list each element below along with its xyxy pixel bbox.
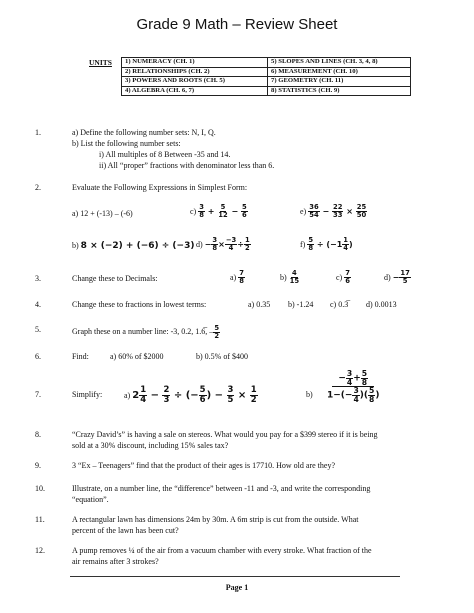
q3-part-c xyxy=(336,270,351,285)
units-label: UNITS xyxy=(89,58,112,67)
q3-part-b xyxy=(280,270,300,285)
question-number: 4. xyxy=(35,300,41,309)
units-row xyxy=(122,77,411,87)
math-expression: $\frac{3}{8}$ + $\frac{5}{12}$ − $\frac{5}{6}$ xyxy=(199,203,247,219)
q1-part-b: b) List the following number sets: xyxy=(72,139,181,148)
question-number: 11. xyxy=(35,515,45,524)
q1-part-a: a) Define the following number sets: N, I, Q. xyxy=(72,128,216,137)
unit-cell: 6) MEASUREMENT (CH. 10) xyxy=(268,67,411,77)
q2-part-e xyxy=(300,204,367,219)
q4-part-a: a) 0.35 xyxy=(248,300,271,309)
math-expression: − $\frac{3}{4}$ + $\frac{5}{8}$ 1−(− $\frac{3}{4}$ )( $\frac{5}{8}$ ) xyxy=(327,369,380,404)
q2-text: Evaluate the Following Expressions in Simplest Form: xyxy=(72,183,248,192)
q1-part-b-ii: ii) All “proper” fractions with denominator less than 6. xyxy=(99,161,275,170)
part-label: c) xyxy=(190,206,197,216)
footer-divider xyxy=(70,576,400,577)
q2-part-c xyxy=(190,204,248,219)
part-label: e) xyxy=(300,206,307,216)
math-expression: $\frac{4}{15}$ xyxy=(289,269,300,285)
math-expression: − $\frac{17}{5}$ xyxy=(392,269,410,285)
q8-line-2: sold at a 30% discount, including 15% sales tax? xyxy=(72,441,229,450)
q2-part-b xyxy=(72,241,194,251)
part-label: f) xyxy=(300,239,306,249)
q12-line-1: A pump removes ¼ of the air from a vacuum chamber with every stroke. What fraction of the xyxy=(72,546,372,555)
part-label: c) xyxy=(336,272,343,282)
question-number: 2. xyxy=(35,183,41,192)
question-number: 10. xyxy=(35,484,45,493)
q4-part-d: d) 0.0013 xyxy=(366,300,397,309)
part-label: d) xyxy=(384,272,391,282)
q7-text: Simplify: xyxy=(72,390,103,399)
q9-line-1: 3 “Ex – Teenagers” find that the product of their ages is 17710. How old are they? xyxy=(72,461,335,470)
q3-part-a xyxy=(230,270,245,285)
q6-part-b: b) 0.5% of $400 xyxy=(196,352,248,361)
part-label: a) xyxy=(124,391,131,400)
q11-line-2: percent of the lawn has been cut? xyxy=(72,526,179,535)
math-expression: $\frac{7}{8}$ xyxy=(239,269,244,285)
part-label: d) xyxy=(196,239,203,249)
unit-cell: 4) ALGEBRA (CH. 6, 7) xyxy=(122,86,268,96)
math-expression: $\frac{7}{6}$ xyxy=(345,269,350,285)
math-expression: $\frac{5}{2}$ xyxy=(214,324,220,340)
q1-part-b-i: i) All multiples of 8 Between -35 and 14. xyxy=(99,150,231,159)
q7-part-b-label: b) xyxy=(306,390,313,399)
units-table xyxy=(121,57,411,96)
q10-line-2: “equation”. xyxy=(72,495,109,504)
math-expression: 8 × (−2) + (−6) ÷ (−3) xyxy=(80,241,195,251)
q7-part-b xyxy=(326,370,380,404)
unit-cell: 3) POWERS AND ROOTS (CH. 5) xyxy=(122,77,268,87)
part-label: b) xyxy=(280,272,287,282)
page-title: Grade 9 Math – Review Sheet xyxy=(136,16,338,33)
math-expression: 2 $\frac{1}{4}$ − $\frac{2}{3}$ ÷ (− $\frac{5}{6}$ ) − $\frac{3}{5}$ × $\frac{1}{2}$ xyxy=(132,385,257,405)
unit-cell: 5) SLOPES AND LINES (CH. 3, 4, 8) xyxy=(268,58,411,68)
math-expression: $\frac{36}{54}$ − $\frac{22}{33}$ × $\frac{25}{50}$ xyxy=(309,203,367,219)
question-number: 7. xyxy=(35,390,41,399)
question-number: 1. xyxy=(35,128,41,137)
unit-cell: 2) RELATIONSHIPS (CH. 2) xyxy=(122,67,268,77)
question-number: 3. xyxy=(35,274,41,283)
q5-text-main: Graph these on a number line: -3, 0.2, 1.6̅, – xyxy=(72,327,214,337)
q11-line-1: A rectangular lawn has dimensions 24m by 30m. A 6m strip is cut from the outside. What xyxy=(72,515,359,524)
part-label: b) xyxy=(72,241,79,250)
q2-part-a: a) 12 + (-13) – (-6) xyxy=(72,209,133,218)
unit-cell: 8) STATISTICS (CH. 9) xyxy=(268,86,411,96)
question-number: 6. xyxy=(35,352,41,361)
units-row xyxy=(122,67,411,77)
part-label: a) xyxy=(230,272,237,282)
q12-line-2: air remains after 3 strokes? xyxy=(72,557,159,566)
q4-part-c: c) 0.3̅ xyxy=(330,300,349,309)
q8-line-1: “Crazy David’s” is having a sale on stereos. What would you pay for a $399 stereo if it is being xyxy=(72,430,378,439)
q4-part-b: b) -1.24 xyxy=(288,300,314,309)
unit-cell: 1) NUMERACY (CH. 1) xyxy=(122,58,268,68)
question-number: 5. xyxy=(35,325,41,334)
q6-part-a: a) 60% of $2000 xyxy=(110,352,164,361)
question-number: 12. xyxy=(35,546,45,555)
math-expression: − $\frac{3}{8}$ × $\frac{-3}{4}$ ÷ $\frac{1}{2}$ xyxy=(204,236,250,252)
q5-text xyxy=(72,325,220,340)
page-number: Page 1 xyxy=(225,583,249,592)
units-row xyxy=(122,58,411,68)
q7-part-a xyxy=(124,386,258,404)
q2-part-f xyxy=(300,237,353,252)
q10-line-1: Illustrate, on a number line, the “difference” between -11 and -3, and write the corresponding xyxy=(72,484,371,493)
question-number: 9. xyxy=(35,461,41,470)
q2-part-d xyxy=(196,237,251,252)
q3-part-d xyxy=(384,270,411,285)
q4-text: Change these to fractions in lowest terms: xyxy=(72,300,207,309)
q6-text: Find: xyxy=(72,352,89,361)
math-expression: $\frac{5}{8}$ ÷ (−1 $\frac{1}{4}$ ) xyxy=(308,236,353,252)
q3-text: Change these to Decimals: xyxy=(72,274,158,283)
question-number: 8. xyxy=(35,430,41,439)
units-row xyxy=(122,86,411,96)
unit-cell: 7) GEOMETRY (CH. 11) xyxy=(268,77,411,87)
